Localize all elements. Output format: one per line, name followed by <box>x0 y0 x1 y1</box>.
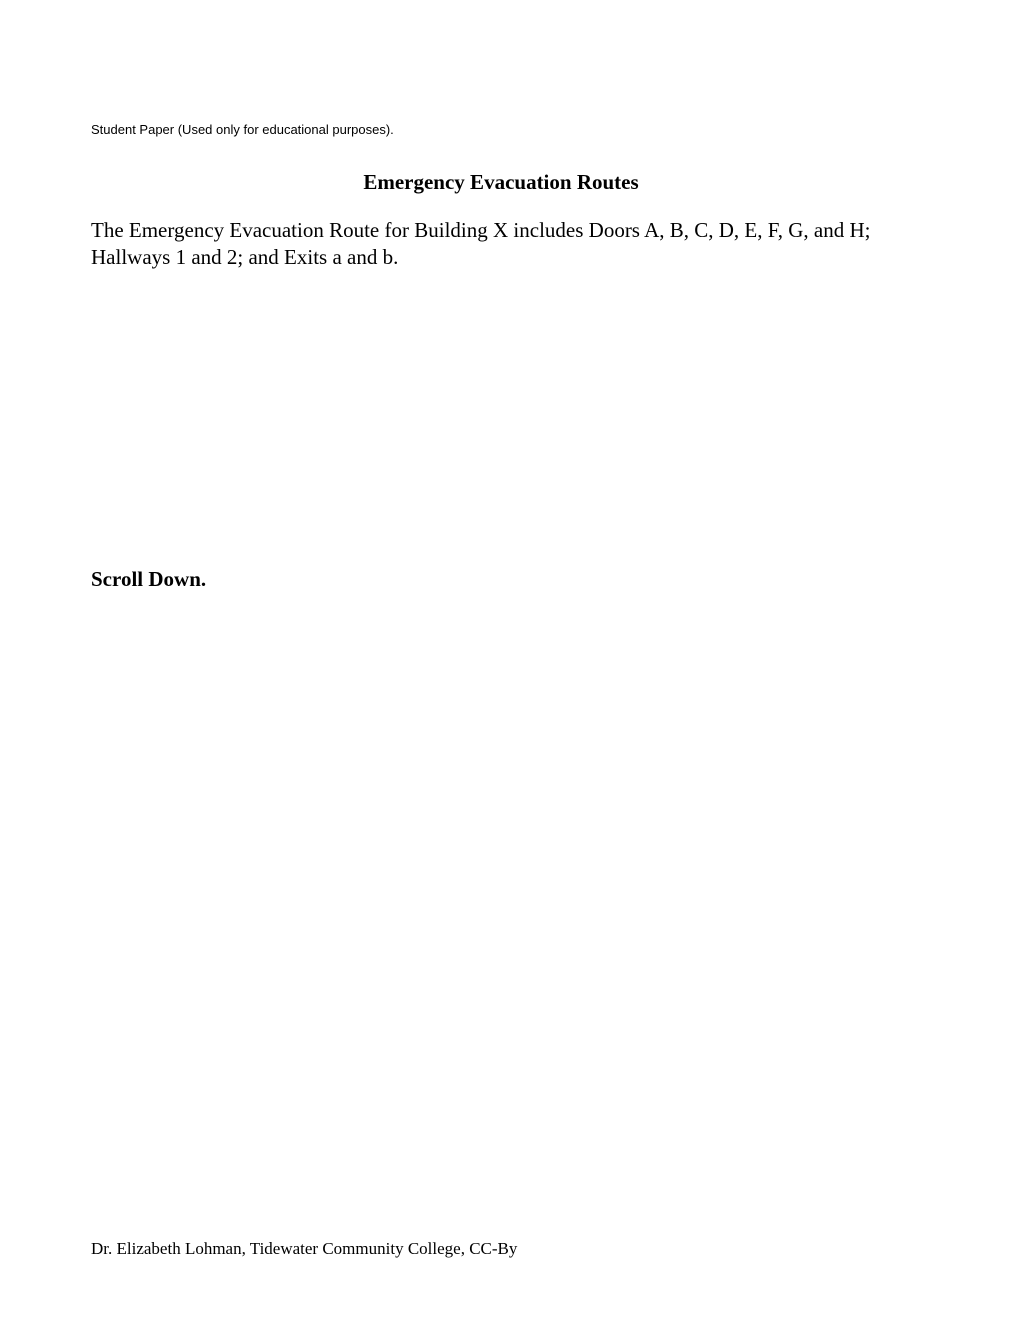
scroll-down-note: Scroll Down. <box>91 567 207 591</box>
footer-credit: Dr. Elizabeth Lohman, Tidewater Community College, CC-By <box>91 1239 518 1258</box>
header-note: Student Paper (Used only for educational purposes). <box>91 122 394 137</box>
page-title: Emergency Evacuation Routes <box>363 170 639 194</box>
body-paragraph: The Emergency Evacuation Route for Building X includes Doors A, B, C, D, E, F, G, and H; Hallways 1 and 2; and Exits a and b. <box>91 218 871 269</box>
